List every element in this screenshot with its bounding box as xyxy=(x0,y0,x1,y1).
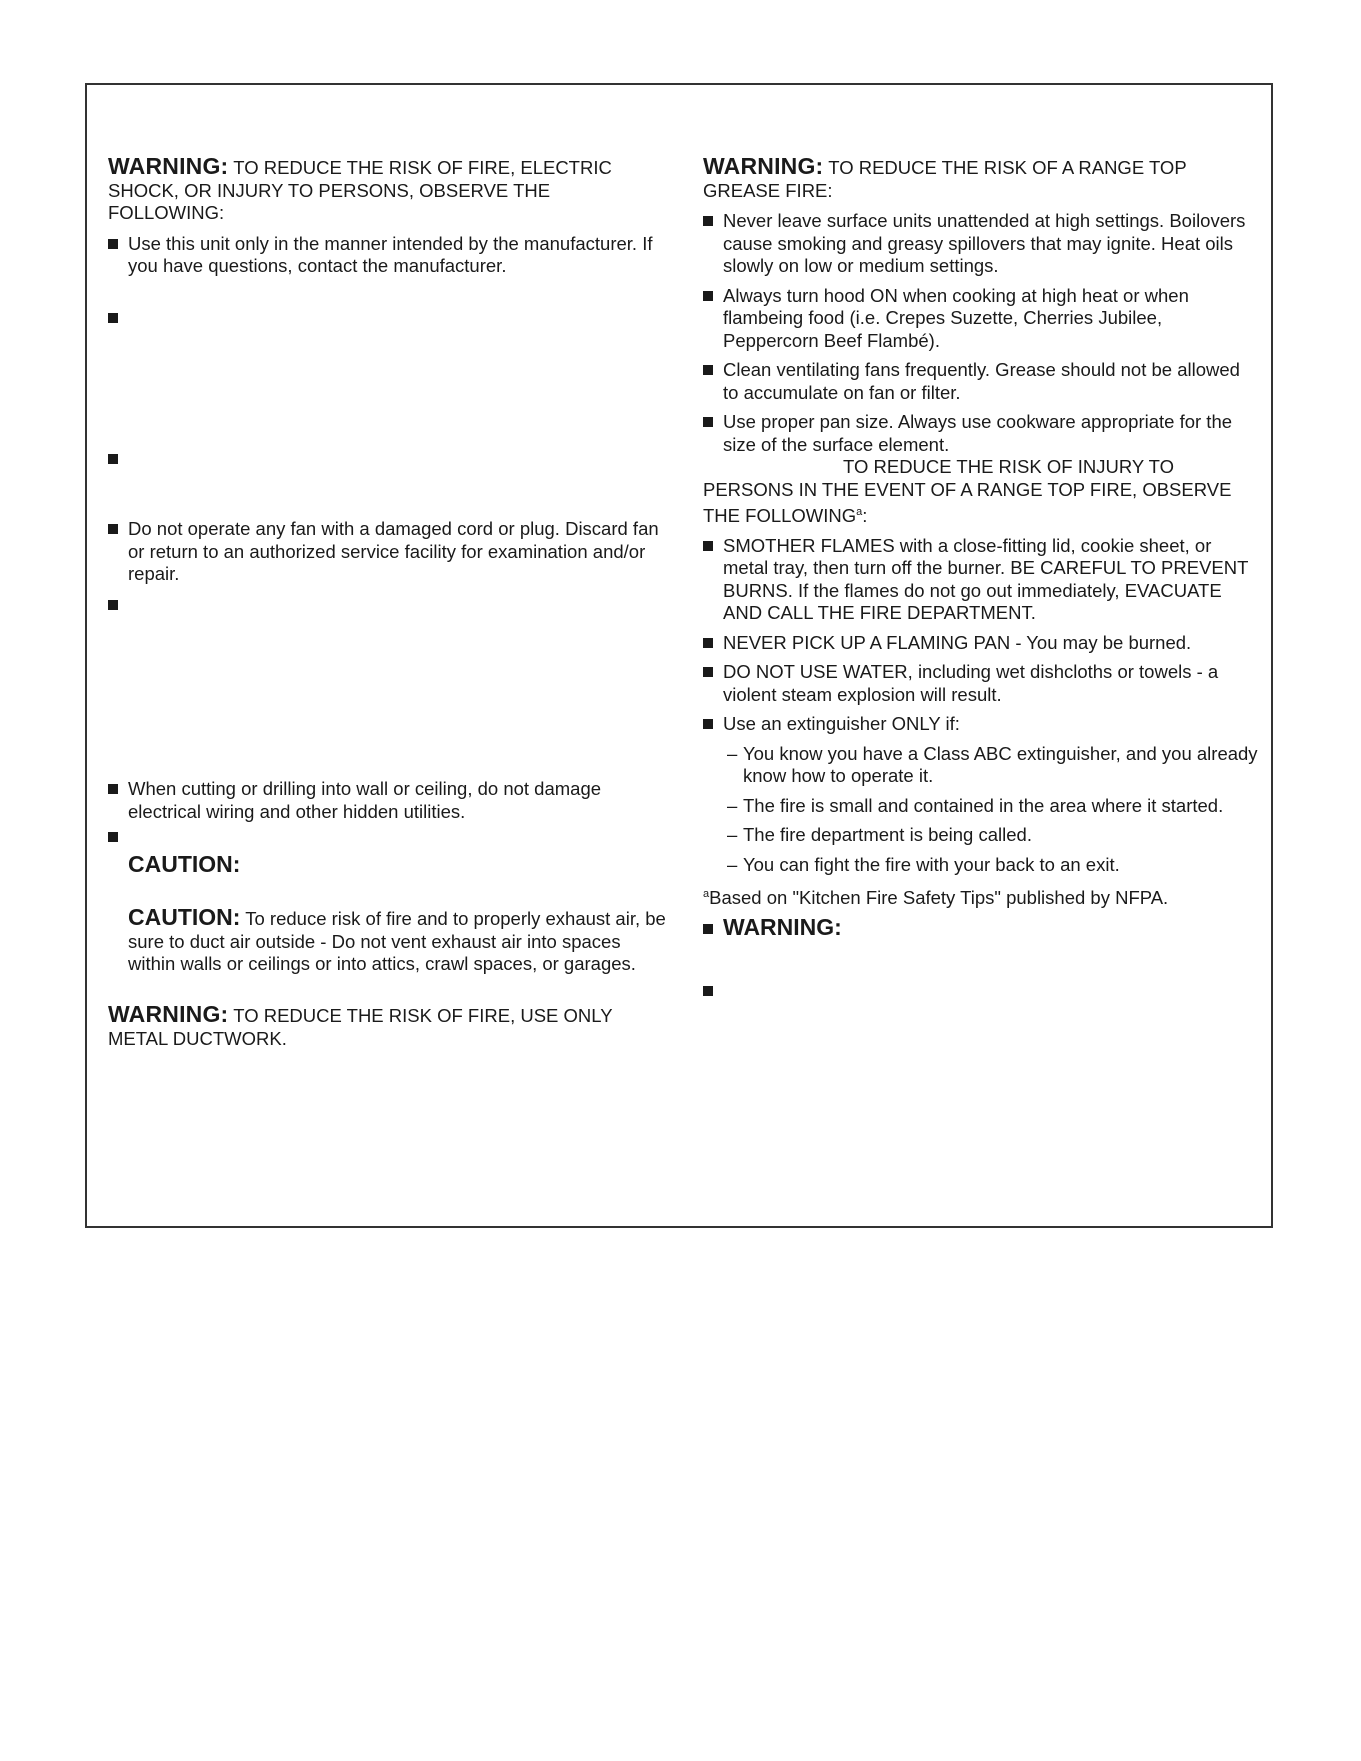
warning-metal-ductwork xyxy=(108,1003,668,1050)
bullet-square-icon xyxy=(703,924,713,934)
caution-text: To reduce risk of fire and to properly exhaust air, be sure to duct air outside - Do not vent exhaust air into spaces within walls or ceilings or into attics, crawl spaces, or garages. xyxy=(128,908,666,974)
bullet-square-icon xyxy=(703,719,713,729)
list-item-text: NEVER PICK UP A FLAMING PAN - You may be burned. xyxy=(723,631,1192,653)
list-item-text: Never leave surface units unattended at high settings. Boilovers cause smoking and greasy spillovers that may ignite. Heat oils slowly on low or medium settings. xyxy=(723,210,1246,276)
footnote-text: Based on "Kitchen Fire Safety Tips" published by NFPA. xyxy=(709,887,1169,909)
footnote xyxy=(703,883,1258,910)
list-item xyxy=(703,359,1258,404)
list-item xyxy=(703,713,1258,736)
list-item-text: When cutting or drilling into wall or ceiling, do not damage electrical wiring and other hidden utilities. xyxy=(128,778,602,822)
list-item-text: Clean ventilating fans frequently. Grease should not be allowed to accumulate on fan or filter. xyxy=(723,359,1240,403)
list-item xyxy=(703,535,1258,625)
warning-text: TO REDUCE THE RISK OF FIRE, ELECTRIC SHOCK, OR INJURY TO PERSONS, OBSERVE THE FOLLOWING: xyxy=(108,157,612,223)
bullet-square-icon xyxy=(108,784,118,794)
list-item-text: Always turn hood ON when cooking at high heat or when flambeing food (i.e. Crepes Suzette, Cherries Jubilee, Peppercorn Beef Flambé). xyxy=(723,284,1189,351)
empty-list-item xyxy=(108,307,668,330)
bullet-square-icon xyxy=(703,216,713,226)
list-item xyxy=(108,233,668,278)
sub-item-text: The fire department is being called. xyxy=(743,824,1032,846)
sub-item-text: You can fight the fire with your back to an exit. xyxy=(743,853,1120,875)
list-item xyxy=(703,210,1258,278)
dash-icon: – xyxy=(727,794,738,816)
dash-icon: – xyxy=(727,742,738,764)
bullet-square-icon xyxy=(108,832,118,842)
sub-item-text: You know you have a Class ABC extinguisher, and you already know how to operate it. xyxy=(743,742,1258,787)
intro-line: TO REDUCE THE RISK OF INJURY TO xyxy=(843,456,1175,477)
bullet-square-icon xyxy=(703,667,713,677)
sub-list-item xyxy=(703,795,1258,818)
warning-text: TO REDUCE THE RISK OF A RANGE TOP GREASE FIRE: xyxy=(703,157,1187,201)
list-item-text: SMOTHER FLAMES with a close-fitting lid, cookie sheet, or metal tray, then turn off the burner. BE CAREFUL TO PREVENT BURNS. If the flames do not go out immediately, EVACUATE AND CALL THE FIRE DEPARTMENT. xyxy=(723,534,1249,624)
list-item-text: Use proper pan size. Always use cookware appropriate for the size of the surface element. xyxy=(723,411,1233,455)
sub-list-item xyxy=(703,743,1258,788)
warning-fire-shock xyxy=(108,155,668,225)
list-item-text: Do not operate any fan with a damaged cord or plug. Discard fan or return to an authorized service facility for examination and/or repair. xyxy=(128,518,659,584)
left-column xyxy=(108,155,668,278)
range-top-fire-intro xyxy=(703,456,1258,528)
list-item xyxy=(703,411,1258,456)
warning-label: WARNING: xyxy=(108,1001,229,1027)
warning-item xyxy=(703,913,1258,941)
bullet-square-icon xyxy=(108,313,118,323)
bullet-square-icon xyxy=(703,417,713,427)
right-column xyxy=(703,155,1258,1003)
warning-grease-fire xyxy=(703,155,1258,202)
bullet-square-icon xyxy=(703,291,713,301)
sub-list-item xyxy=(703,824,1258,847)
bullet-square-icon xyxy=(703,986,713,996)
list-item xyxy=(108,518,668,586)
warning-text: TO REDUCE THE RISK OF FIRE, USE ONLY METAL DUCTWORK. xyxy=(108,1005,613,1049)
bullet-square-icon xyxy=(108,454,118,464)
bullet-square-icon xyxy=(108,524,118,534)
caution-label: CAUTION: xyxy=(128,904,241,930)
warning-label: WARNING: xyxy=(108,153,229,179)
bullet-square-icon xyxy=(108,600,118,610)
caution-duct-outside xyxy=(108,906,668,976)
list-item-text: Use this unit only in the manner intended by the manufacturer. If you have questions, contact the manufacturer. xyxy=(128,232,653,276)
warning-label: WARNING: xyxy=(703,153,824,179)
bullet-square-icon xyxy=(703,638,713,648)
caution-item xyxy=(108,826,668,877)
empty-list-item xyxy=(108,594,668,617)
footnote-marker: a xyxy=(703,888,710,901)
sub-list-item xyxy=(703,854,1258,877)
list-item-text: Use an extinguisher ONLY if: xyxy=(723,713,960,735)
list-item xyxy=(703,285,1258,353)
list-item xyxy=(108,778,668,823)
bullet-square-icon xyxy=(703,365,713,375)
list-item xyxy=(703,632,1258,655)
empty-list-item xyxy=(703,980,1258,1003)
intro-colon: : xyxy=(862,505,868,527)
sub-item-text: The fire is small and contained in the area where it started. xyxy=(743,794,1224,816)
caution-label: CAUTION: xyxy=(128,850,241,877)
list-item-text: DO NOT USE WATER, including wet dishcloths or towels - a violent steam explosion will result. xyxy=(723,661,1219,705)
dash-icon: – xyxy=(727,824,738,846)
bullet-square-icon xyxy=(703,541,713,551)
empty-list-item xyxy=(108,448,668,471)
intro-line: PERSONS IN THE EVENT OF A RANGE TOP FIRE, OBSERVE THE FOLLOWING xyxy=(703,478,1232,527)
bullet-square-icon xyxy=(108,239,118,249)
list-item xyxy=(703,661,1258,706)
warning-label: WARNING: xyxy=(723,913,842,940)
dash-icon: – xyxy=(727,853,738,875)
footnote-marker: a xyxy=(856,506,863,518)
